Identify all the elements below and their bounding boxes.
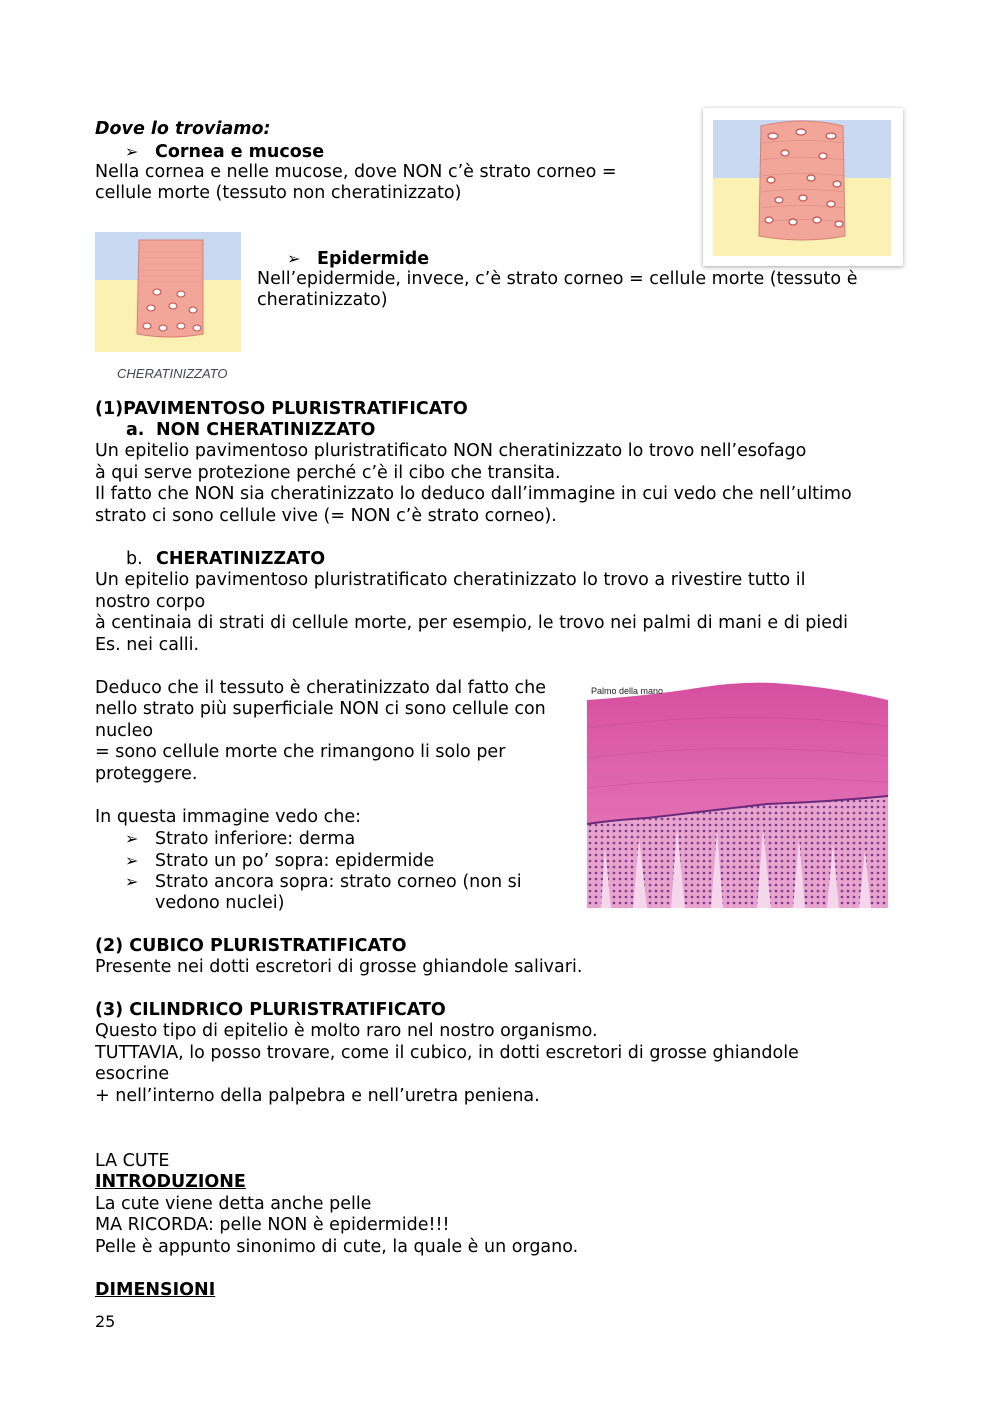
histology-label: Palmo della mano <box>591 686 664 696</box>
subheading-b: b. CHERATINIZZATO <box>126 549 326 569</box>
cornea-line-2: cellule morte (tessuto non cheratinizzato) <box>95 183 462 203</box>
deduce-line-4: = sono cellule morte che rimangono li solo per <box>95 742 506 762</box>
a-line-2: à qui serve protezione perché c’è il cibo che transita. <box>95 463 561 483</box>
intro-heading: INTRODUZIONE <box>95 1172 246 1192</box>
a-line-3: Il fatto che NON sia cheratinizzato lo deduco dall’immagine in cui vedo che nell’ultimo <box>95 484 852 504</box>
deduce-line-2: nello strato più superficiale NON ci sono cellule con <box>95 699 546 719</box>
subheading-a: a. NON CHERATINIZZATO <box>126 420 376 440</box>
epidermide-line-1: Nell’epidermide, invece, c’è strato corneo = cellule morte (tessuto è <box>257 269 858 289</box>
section-2-heading: (2) CUBICO PLURISTRATIFICATO <box>95 936 407 956</box>
cornea-line-1: Nella cornea e nelle mucose, dove NON c’è strato corneo = <box>95 162 617 182</box>
section-2-text: Presente nei dotti escretori di grosse ghiandole salivari. <box>95 957 583 977</box>
section-1-heading: (1)PAVIMENTOSO PLURISTRATIFICATO <box>95 399 468 419</box>
b-line-1: Un epitelio pavimentoso pluristratificato cheratinizzato lo trovo a rivestire tutto il <box>95 570 806 590</box>
deduce-line-3: nucleo <box>95 721 154 741</box>
section-3-line-4: + nell’interno della palpebra e nell’uretra peniena. <box>95 1086 540 1106</box>
cute-title: LA CUTE <box>95 1151 170 1171</box>
b-line-2: nostro corpo <box>95 592 206 612</box>
dimensioni-heading: DIMENSIONI <box>95 1280 216 1300</box>
section-3-heading: (3) CILINDRICO PLURISTRATIFICATO <box>95 1000 446 1020</box>
section-3-line-1: Questo tipo di epitelio è molto raro nel nostro organismo. <box>95 1021 598 1041</box>
histology-palm-illustration <box>587 678 888 908</box>
bullet-epidermide: ➢ Epidermide <box>287 249 430 269</box>
arrow-bullet-icon: ➢ <box>125 829 139 848</box>
arrow-bullet-icon: ➢ <box>125 851 139 870</box>
a-line-4: strato ci sono cellule vive (= NON c’è strato corneo). <box>95 506 557 526</box>
figure-non-keratinized <box>703 108 903 266</box>
arrow-bullet-icon: ➢ <box>125 872 139 891</box>
epidermide-line-2: cheratinizzato) <box>257 290 388 310</box>
b-line-3: à centinaia di strati di cellule morte, per esempio, le trovo nei palmi di mani e di piedi <box>95 613 848 633</box>
image-bullet-1: ➢ Strato inferiore: derma <box>125 829 356 849</box>
deduce-line-5: proteggere. <box>95 764 198 784</box>
image-bullet-2: ➢ Strato un po’ sopra: epidermide <box>125 851 435 871</box>
cute-line-2: MA RICORDA: pelle NON è epidermide!!! <box>95 1215 450 1235</box>
arrow-bullet-icon: ➢ <box>125 142 139 161</box>
figure-keratinized <box>95 232 241 352</box>
b-line-4: Es. nei calli. <box>95 635 200 655</box>
image-bullet-3-cont: vedono nuclei) <box>155 893 285 913</box>
cute-line-1: La cute viene detta anche pelle <box>95 1194 372 1214</box>
page-number: 25 <box>95 1312 116 1331</box>
a-line-1: Un epitelio pavimentoso pluristratificato NON cheratinizzato lo trovo nell’esofago <box>95 441 807 461</box>
image-intro: In questa immagine vedo che: <box>95 807 361 827</box>
histology-image <box>587 678 888 908</box>
epithelium-illustration-non-keratinized <box>703 108 903 266</box>
section-where-title: Dove lo troviamo: <box>95 119 271 139</box>
figure-caption: CHERATINIZZATO <box>117 366 228 381</box>
cute-line-3: Pelle è appunto sinonimo di cute, la quale è un organo. <box>95 1237 579 1257</box>
section-3-line-3: esocrine <box>95 1064 170 1084</box>
image-bullet-3: ➢ Strato ancora sopra: strato corneo (non si <box>125 872 522 892</box>
epithelium-illustration-keratinized <box>95 232 241 352</box>
section-3-line-2: TUTTAVIA, lo posso trovare, come il cubico, in dotti escretori di grosse ghiandole <box>95 1043 799 1063</box>
deduce-line-1: Deduco che il tessuto è cheratinizzato dal fatto che <box>95 678 546 698</box>
arrow-bullet-icon: ➢ <box>287 249 301 268</box>
bullet-cornea: ➢ Cornea e mucose <box>125 142 325 162</box>
